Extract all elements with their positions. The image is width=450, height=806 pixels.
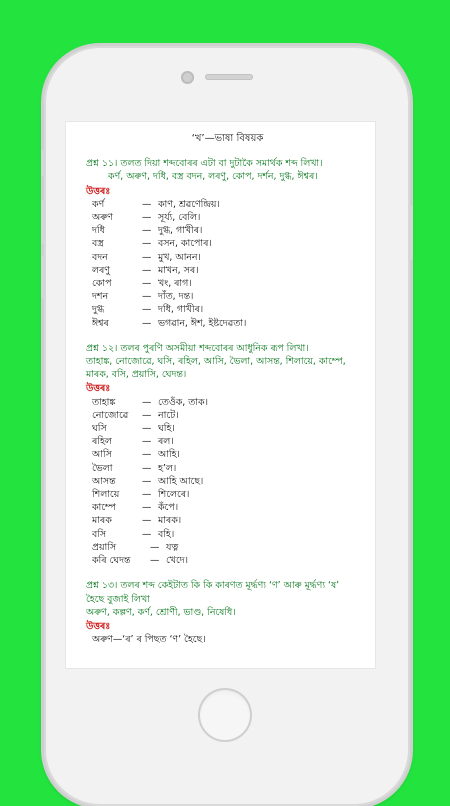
answer-row [86,409,369,422]
answer-term: আসি [92,449,112,461]
front-camera-icon [181,71,194,84]
question-13-words: অৰুণ, কল্পণ, কৰ্ণ, শ্ৰোণী, ভাণ্ড, নিষেধি। [86,606,236,618]
question-11: প্ৰশ্ন ১১। তলত দিয়া শব্দবোৰৰ এটা বা দুটাকৈ সমাৰ্থক শব্দ লিখা। [86,158,323,170]
answer-value: মাখন, সৰ। [158,264,199,276]
answer-term: কাম্পে [92,502,116,514]
answer-value: ভগৱান, ঈশ, ইষ্টদেৱতা। [158,317,247,329]
answer-dash: — [142,396,152,408]
answer-term: শিলায়ে [92,489,120,501]
answer-dash: — [150,555,160,567]
phone-volume-button [41,150,45,176]
answer-row [86,237,369,250]
answer-value: বসন, কাপোৰ। [158,238,212,250]
answer-value: কাণ, শ্ৰৱণেন্দ্ৰিয়। [158,198,220,210]
answer-value: নাটে। [158,409,179,421]
answer-dash: — [142,238,152,250]
answer-dash: — [142,515,152,527]
answer-value: বহি। [158,528,175,540]
answer-row [86,448,369,461]
answer-value: ৰল। [158,436,174,448]
answer-dash: — [142,304,152,316]
answer-row [86,290,369,303]
answer-term: দধি [92,225,105,237]
answer-row [86,554,369,567]
answer-dash: — [142,462,152,474]
answer-row [86,462,369,475]
answer-label-13: উত্তৰঃ [86,620,111,632]
answer-term: মাৰক [92,515,112,527]
answer-term: আসন্ত [92,475,116,487]
answer-dash: — [142,449,152,461]
answer-dash: — [142,528,152,540]
answer-value: মুখ, আনন। [158,251,201,263]
answer-term: তাহাঙ্ক [92,396,116,408]
question-11-words: কৰ্ণ, অৰুণ, দধি, বস্ত্ৰ বদন, লৰণু, কোপ, দৰ্শন, দুগ্ধ, ঈশ্বৰ। [108,171,318,183]
page-title: ‘খ’—ভাষা বিষয়ক [191,133,264,144]
answer-dash: — [142,278,152,290]
answer-value: খং, ৰাগ। [158,278,192,290]
answer-row [86,198,369,211]
answer-dash: — [142,291,152,303]
question-12-words-line1: তাহাঙ্ক, নোজোৱে, ঘসি, ৰহিল, আসি, ভৈলা, আসন্ত, শিলায়ে, কাম্পে, [86,356,346,368]
document-page [66,122,375,646]
answer-term: ৰহিল [92,436,112,448]
answer-dash: — [142,264,152,276]
answer-term: কৰ্ণ [92,198,105,210]
answer-row [86,277,369,290]
answer-term: বদন [92,251,108,263]
question-13-line2: হৈছে বুজাই লিখা [86,593,150,605]
answer-value: দুগ্ধ, গাখীৰ। [158,225,203,237]
answer-value: মাৰক। [158,515,182,527]
home-button[interactable] [198,688,252,742]
answer-term: ঈশ্বৰ [92,317,109,329]
answer-row [86,211,369,224]
answer-row [86,528,369,541]
answer-row [86,224,369,237]
answer-13: অৰুণ—‘ৰ’ ৰ পিছত ‘ণ’ হৈছে। [92,634,206,646]
answer-value: দাঁত, দন্ত। [158,291,194,303]
answer-term: প্ৰয়াসি [92,541,117,553]
answer-dash: — [150,541,160,553]
answer-dash: — [142,475,152,487]
answer-term: লৰণু [92,264,110,276]
answer-term: দশন [92,291,109,303]
answer-value: কঁপে। [158,502,179,514]
answer-row [86,422,369,435]
answer-term: দুগ্ধ [92,304,105,316]
answer-row [86,303,369,316]
answer-dash: — [142,212,152,224]
answer-value: হ’ল। [158,462,177,474]
answer-label-11: উত্তৰঃ [86,185,111,197]
phone-power-button [409,205,413,260]
answer-row [86,475,369,488]
answer-term: ভৈলা [92,462,113,474]
answer-dash: — [142,409,152,421]
answer-value: যত্ন [166,541,179,553]
answer-value: আহি। [158,449,180,461]
answer-term: কৰি ঘেদন্ত [92,555,131,567]
answer-value: আহি আছে। [158,475,204,487]
answer-dash: — [142,198,152,210]
answer-list-12 [86,396,369,568]
answer-row [86,488,369,501]
answer-term: কোপ [92,278,112,290]
answer-value: খেদে। [166,555,189,567]
question-12: প্ৰশ্ন ১২। তলৰ পুৰণি অসমীয়া শব্দবোৰৰ আধুনিক ৰূপ লিখা। [86,342,309,354]
answer-row [86,501,369,514]
answer-row [86,317,369,330]
answer-label-12: উত্তৰঃ [86,383,111,395]
answer-value: শিলেৰে। [158,489,190,501]
answer-value: তেওঁক, তাক। [158,396,208,408]
answer-term: ঘসি [92,423,107,435]
phone-screen[interactable] [66,122,375,668]
answer-dash: — [142,436,152,448]
answer-dash: — [142,489,152,501]
answer-dash: — [142,251,152,263]
answer-term: অৰুণ [92,212,113,224]
answer-row [86,435,369,448]
answer-term: নোজোৱে [92,409,129,421]
answer-value: দধি, গাখীৰ। [158,304,204,316]
phone-volume-down-button [41,255,45,299]
earpiece-speaker [205,74,253,80]
answer-dash: — [142,502,152,514]
answer-list-11 [86,198,369,330]
answer-dash: — [142,423,152,435]
question-12-words-line2: মাৰক, বসি, প্ৰয়াসি, ঘেদন্ত। [86,369,187,381]
answer-dash: — [142,317,152,329]
answer-value: সূৰ্য্য, বেলি। [158,212,201,224]
answer-row [86,396,369,409]
answer-value: ঘহি। [158,423,175,435]
answer-row [86,264,369,277]
answer-row [86,514,369,527]
question-13-line1: প্ৰশ্ন ১৩। তলৰ শব্দ কেইটাত কি কি কাৰণত মূৰ্দ্ধণ্য ‘ণ’ আৰু মূৰ্দ্ধণ্য ‘ষ’ [86,580,340,592]
answer-dash: — [142,225,152,237]
answer-term: বস্ত্ৰ [92,238,104,250]
answer-row [86,251,369,264]
phone-volume-up-button [41,200,45,244]
answer-row [86,541,369,554]
answer-term: বসি [92,528,107,540]
